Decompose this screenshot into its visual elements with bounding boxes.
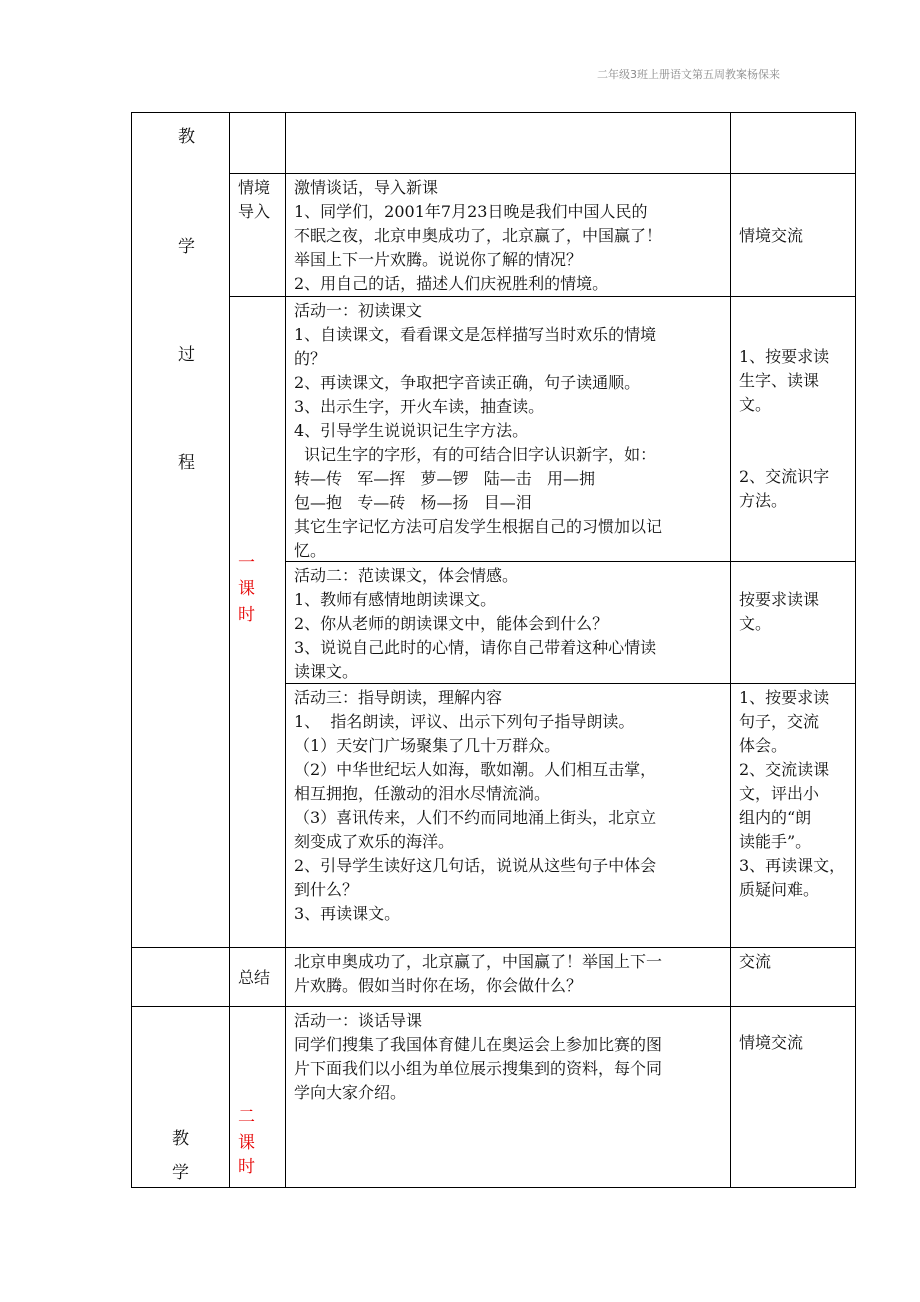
page-header: 二年级3班上册语文第五周教案杨保来 <box>597 68 780 81</box>
row-6-activity: 情境交流 <box>730 1006 856 1188</box>
stage-char-2: 学 <box>178 237 195 257</box>
lesson-one-char-1: 一 <box>238 553 255 573</box>
row-5-activity: 交流 <box>730 947 856 1007</box>
row-0-content <box>285 112 731 174</box>
row-0-label <box>229 112 286 174</box>
stage-char-3: 过 <box>178 345 195 365</box>
lesson-two-char-1: 二 <box>238 1107 255 1127</box>
row-5-content: 北京申奥成功了，北京赢了，中国赢了！举国上下一 片欢腾。假如当时你在场，你会做什么？ <box>285 947 731 1007</box>
stage-char-4: 程 <box>178 453 195 473</box>
row-1-content: 激情谈话，导入新课 1、同学们，2001年7月23日晚是我们中国人民的 不眠之夜，北京申奥成功了，北京赢了，中国赢了！ 举国上下一片欢腾。说说你了解的情况？ 2、用自己的话，描述人们庆祝胜利的情境。 <box>285 173 731 297</box>
stage-char-6: 学 <box>172 1163 189 1183</box>
row-2-content: 活动一：初读课文 1、自读课文，看看课文是怎样描写当时欢乐的情境 的？ 2、再读课文，争取把字音读正确，句子读通顺。 3、出示生字，开火车读，抽查读。 4、引导学生说说识记生字方法。 识记生字的字形，有的可结合旧字认识新字，如： 转—传 军—挥 萝—锣 陆—击 用—拥 包—抱 专—砖 杨—扬 目—泪 其它生字记忆方法可启发学生根据自己的习惯加以记 忆。 <box>285 296 731 562</box>
row-5-label: 总结 <box>229 947 286 1007</box>
row-3-content: 活动二：范读课文，体会情感。 1、教师有感情地朗读课文。 2、你从老师的朗读课文中，能体会到什么？ 3、说说自己此时的心情，请你自己带着这种心情读 读课文。 <box>285 561 731 684</box>
lesson-two-char-3: 时 <box>238 1157 255 1177</box>
row-2-activity: 1、按要求读 生字、读课 文。 2、交流识字 方法。 <box>730 296 856 562</box>
row-6-content: 活动一：谈话导课 同学们搜集了我国体育健儿在奥运会上参加比赛的图 片下面我们以小组为单位展示搜集到的资料，每个同 学向大家介绍。 <box>285 1006 731 1188</box>
lesson-one-char-2: 课 <box>238 579 255 599</box>
row-3-activity: 按要求读课 文。 <box>730 561 856 684</box>
lesson-one-char-3: 时 <box>238 605 255 625</box>
row-1-activity: 情境交流 <box>730 173 856 297</box>
row-1-label: 情境 导入 <box>229 173 286 297</box>
row-0-activity <box>730 112 856 174</box>
row-4-content: 活动三：指导朗读，理解内容 1、 指名朗读，评议、出示下列句子指导朗读。 （1）天安门广场聚集了几十万群众。 （2）中华世纪坛人如海，歌如潮。人们相互击掌， 相互拥抱，任激动的泪水尽情流淌。 （3）喜讯传来，人们不约而同地涌上街头，北京立 刻变成了欢乐的海洋。 2、引导学生读好这几句话，说说从这些句子中体会 到什么？ 3、再读课文。 <box>285 683 731 948</box>
stage-char-5: 教 <box>172 1129 189 1149</box>
stage-char-1: 教 <box>178 127 195 147</box>
row-4-activity: 1、按要求读 句子，交流 体会。 2、交流读课 文，评出小 组内的“朗 读能手”。 3、再读课文， 质疑问难。 <box>730 683 856 948</box>
lesson-two-char-2: 课 <box>238 1133 255 1153</box>
